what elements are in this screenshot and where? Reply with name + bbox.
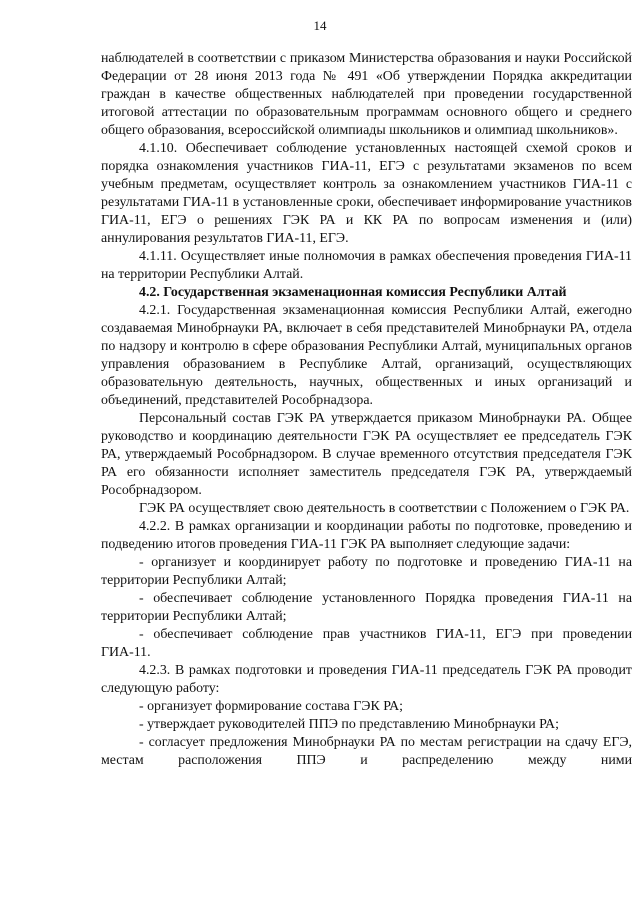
- page-number: 14: [313, 18, 327, 33]
- list-item-ensures-rights: - обеспечивает соблюдение прав участников ГИА-11, ЕГЭ при проведении ГИА-11.: [101, 627, 632, 660]
- paragraph-4-2-1: 4.2.1. Государственная экзаменационная комиссия Республики Алтай, ежегодно создаваемая Минобрнауки РА, включает в себя представителей Минобрнауки РА, отдела по надзору и контролю в сфере образования Республики Алтай, муниципальных органов управления образованием в Республике Алтай, организаций, осуществляющих образовательную деятельность, научных, общественных и иных организаций и объединений, представителей Рособрнадзора.: [101, 303, 632, 408]
- paragraph-4-1-11: 4.1.11. Осуществляет иные полномочия в рамках обеспечения проведения ГИА-11 на территории Республики Алтай.: [101, 249, 632, 282]
- document-body: [101, 50, 632, 770]
- list-item-organizes-work: - организует и координирует работу по подготовке и проведению ГИА-11 на территории Республики Алтай;: [101, 555, 632, 588]
- paragraph-observers-accreditation: наблюдателей в соответствии с приказом Министерства образования и науки Российской Федерации от 28 июня 2013 года № 491 «Об утверждении Порядка аккредитации граждан в качестве общественных наблюдателей при проведении государственной итоговой аттестации по образовательным программам основного общего и среднего общего образования, всероссийской олимпиады школьников и олимпиад школьников».: [101, 51, 632, 138]
- list-item-agrees-proposals: - согласует предложения Минобрнауки РА по местам регистрации на сдачу ЕГЭ, местам расположения ППЭ и распределению между ними: [101, 735, 632, 768]
- paragraph-gek-composition: Персональный состав ГЭК РА утверждается приказом Минобрнауки РА. Общее руководство и координацию деятельности ГЭК РА осуществляет ее председатель ГЭК РА, утверждаемый Рособрнадзором. В случае временного отсутствия председателя ГЭК РА его обязанности исполняет заместитель председателя ГЭК РА, утверждаемый Рособрнадзором.: [101, 411, 632, 498]
- paragraph-4-2-3: 4.2.3. В рамках подготовки и проведения ГИА-11 председатель ГЭК РА проводит следующую работу:: [101, 663, 632, 696]
- paragraph-4-1-10: 4.1.10. Обеспечивает соблюдение установленных настоящей схемой сроков и порядка ознакомления участников ГИА-11, ЕГЭ с результатами экзаменов по всем учебным предметам, осуществляет контроль за ознакомлением участников ГИА-11 с результатами ГИА-11 в установленные сроки, обеспечивает информирование участников ГИА-11, ЕГЭ о решениях ГЭК РА и КК РА по вопросам изменения и (или) аннулирования результатов ГИА-11, ЕГЭ.: [101, 141, 632, 246]
- list-item-approves-managers: - утверждает руководителей ППЭ по представлению Минобрнауки РА;: [139, 717, 559, 732]
- list-item-ensures-procedure: - обеспечивает соблюдение установленного Порядка проведения ГИА-11 на территории Республики Алтай;: [101, 591, 632, 624]
- paragraph-gek-regulation: ГЭК РА осуществляет свою деятельность в соответствии с Положением о ГЭК РА.: [139, 501, 630, 516]
- section-heading-4-2: 4.2. Государственная экзаменационная комиссия Республики Алтай: [139, 285, 567, 300]
- list-item-forms-composition: - организует формирование состава ГЭК РА;: [139, 699, 404, 714]
- paragraph-4-2-2: 4.2.2. В рамках организации и координации работы по подготовке, проведению и подведению итогов проведения ГИА-11 ГЭК РА выполняет следующие задачи:: [101, 519, 632, 552]
